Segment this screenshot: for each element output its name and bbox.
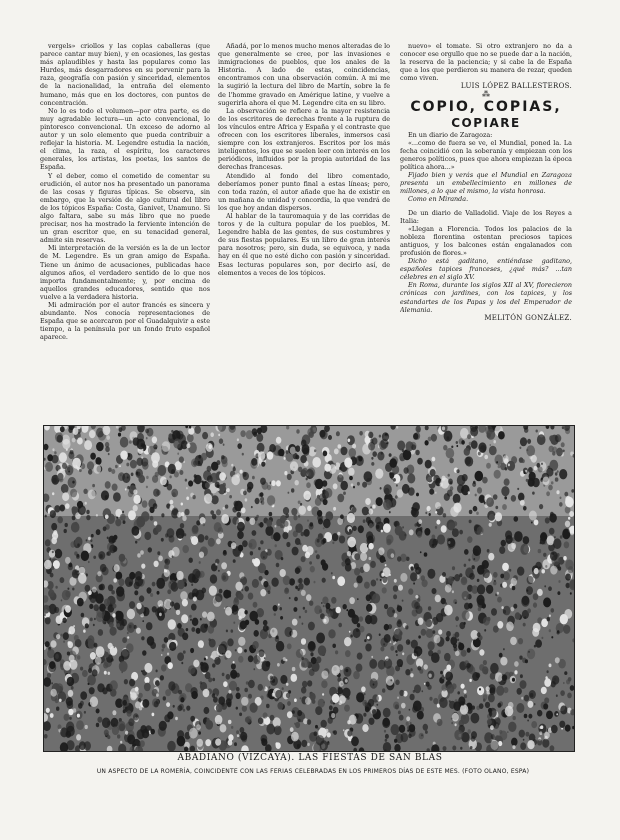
paragraph: En un diario de Zaragoza:	[408, 130, 493, 139]
crowd-photograph-image	[44, 426, 574, 751]
article-column-middle	[218, 42, 390, 418]
ornament-divider: ⁂	[482, 89, 490, 99]
paragraph: vergels» criollos y las coplas caballeras (que parece cantar muy bien), y en ocasiones, las gestas más aplaudibles y hasta las populares como las Hurdes, más desgarradores en su porvenir para la raza, geografía con pasión y sinceridad, elementos de la nacionalidad, la entraña del elemento humano, más que en los doctores, con puntos de concentración.	[40, 42, 210, 107]
section-subtitle: COPIARE	[451, 115, 521, 130]
paragraph: nuevo» el tomate. Si otro extranjero no da a conocer ese orgullo que no se puede dar a la nación, la reserva de la paciencia; y si cabe la de España que a los que perdieron su manera de rezar, queden como viven.	[400, 42, 572, 83]
crowd-photograph	[43, 425, 575, 752]
photo-caption-text: UN ASPECTO DE LA ROMERÍA, COINCIDENTE CON LAS FERIAS CELEBRADAS EN LOS PRIMEROS DÍAS DE ESTE MES. (FOTO OLANO, ESPA)	[96, 768, 530, 775]
paragraph: Como en Miranda.	[408, 195, 469, 204]
author-signature: MELITÓN GONZÁLEZ.	[484, 313, 572, 322]
paragraph: Añadá, por lo menos mucho menos alteradas de lo que generalmente se cree, por las invasiones e inmigraciones de pueblos, que los anales de la Historia. A lado de estas, coincidencias, encontramos con una observación común. A mi me la sugirió la lectura del libro de Martín, sobre la fe de l'homme gravado en Amérique latine, y vuelve a sugerirla ahora el que M. Legendre cita en su libro.	[218, 42, 390, 107]
paragraph: Atendido al fondo del libro comentado, deberíamos poner punto final a estas líneas; pero, con toda razón, el autor añade que ha de existir en un mañana de unidad y concordia, la que vendrá de los que hoy andan dispersos.	[218, 171, 390, 212]
paragraph: Y el deber, como el cometido de comentar su erudición, el autor nos ha presentado un panorama de las cosas y figuras típicas. Se observa, sin embargo, que la versión de algo cultural del libro de los tópicos España: Costa, Ganivet, Unamuno. Si algo faltara, sabe su más libro que no puede precisar, nos ha mostrado la ferviente intención de un gran escritor que, en su tenacidad general, admite sin reservas.	[40, 171, 210, 245]
paragraph: Mi admiración por el autor francés es sincera y abundante. Nos conocía representaciones de España que se acercaron por el Guadalquivir a este tiempo, a la península por un fondo fruto español aparece.	[40, 301, 210, 342]
photo-caption-title: ABADIANO (VIZCAYA). LAS FIESTAS DE SAN BLAS	[177, 753, 443, 763]
section-title: COPIO, COPIAS,	[410, 98, 562, 115]
paragraph: «...como de fuera se ve, el Mundial, poned la. La fecha coincidió con la soberanía y empiezan con los generos políticos, pues que ahora empiezan la época política ahora...»	[400, 138, 572, 172]
paragraph: Al hablar de la tauromaquia y de las corridas de toros y de la cultura popular de los pueblos, M. Legendre habla de las gentes, de sus costumbres y de sus fiestas populares. Es un libro de gran interés para nosotros; pero, sin duda, se equivoca, y nada hay en él que no esté dicho con pasión y sinceridad. Esas lecturas populares son, por decirlo así, de elementos a veces de los tópicos.	[218, 211, 390, 277]
paragraph: «Llegan a Florencia. Todos los palacios de la nobleza florentina ostentan preciosos tapices antiguos, y los balcones están engalanados con profusión de flores.»	[400, 224, 572, 257]
author-signature: LUIS LÓPEZ BALLESTEROS.	[460, 82, 572, 91]
article-column-right	[400, 42, 572, 418]
article-column-left	[40, 42, 210, 418]
paragraph: Mi interpretación de la versión es la de un lector de M. Legendre. Es un gran amigo de España. Tiene un ánimo de acusaciones, publicadas hace algunos años, el verdadero sentido de lo que nos importa fundamentalmente; y, por encima de aquellos grandes educadores, sentido que nos vuelve a la verdadera historia.	[40, 244, 210, 301]
paragraph: Fijado bien y verás que el Mundial en Zaragoza presenta un embellecimiento en millones de millones, a lo que el mismo, la vista honrosa.	[400, 171, 572, 196]
paragraph: En Roma, durante los siglos XII al XV, florecieron crónicas con jardines, con los tapices, y los estandartes de los Papas y los del Emperador de Alemania.	[400, 281, 572, 314]
paragraph: La observación se refiere a la mayor resistencia de los escritores de derechas frente a la ruptura de los vínculos entre Africa y España y el contraste que ofrecen con los escritores liberales, inmersos casi siempre con los extranjeros. Escritos por los más inteligentes, los que se suelen leer con interés en los periódicos, influidos por la propia autoridad de las derechas francesas.	[218, 106, 390, 172]
paragraph: Dicho está gaditano, entiéndase gaditano, españoles tapices franceses, ¿qué más? ...tan célebres en el siglo XV.	[400, 257, 572, 282]
paragraph: No lo es todo el volumen—por otra parte, es de muy agradable lectura—un acto convencional, lo pintoresco convencional. Un exceso de adorno al autor y un solo elemento que pueda contribuir a reflejar la historia. M. Legendre estudia la nación, el clima, la raza, el espíritu, los caracteres generales, los artistas, los poetas, los santos de España.	[40, 106, 210, 172]
paragraph: De un diario de Valladolid. Viaje de los Reyes a Italia:	[400, 208, 572, 225]
